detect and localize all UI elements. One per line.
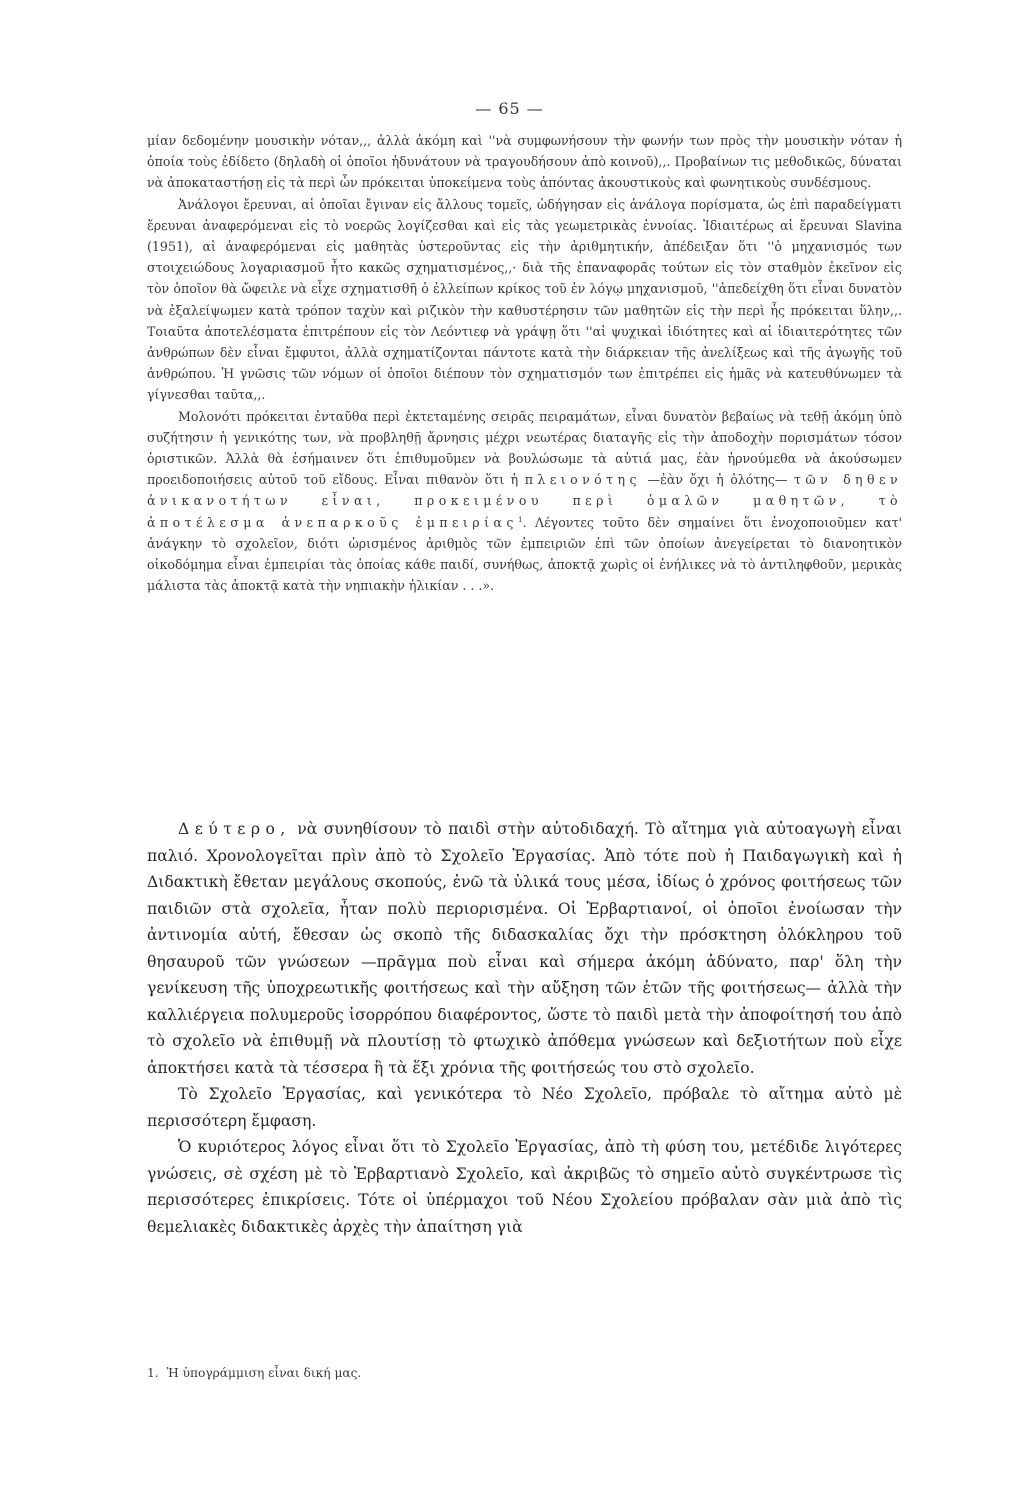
main-text-segment: νὰ συνηθίσουν τὸ παιδὶ στὴν αὐτοδιδαχή. Τὸ αἴτημα γιὰ αὐτοαγωγὴ εἶναι παλιό. Χρονολογεῖται πρὶν ἀπὸ τὸ Σχολεῖο Ἐργασίας. Ἀπὸ τότε ποὺ ἡ Παιδαγωγικὴ καὶ ἡ Διδακτικὴ ἔθεταν μεγάλους σκοπούς, ἐνῶ τὰ ὑλικά τους μέσα, ἰδίως ὁ χρόνος φοιτήσεως τῶν παιδιῶν στὰ σχολεῖα, ἦταν πολὺ περιορισμένα. Οἱ Ἑρβαρτιανοί, οἱ ὁποῖοι ἐνοίωσαν τὴν ἀντινομία αὐτή, ἔθεσαν ὡς σκοπὸ τῆς διδασκαλίας ὄχι τὴν πρόσκτηση ὁλόκληρου τοῦ θησαυροῦ τῶν γνώσεων —πρᾶγμα ποὺ εἶναι καὶ σήμερα ἀκόμη ἀδύνατο, παρ' ὅλη τὴν γενίκευση τῆς ὑποχρεωτικῆς φοιτήσεως καὶ τὴν αὔξηση τῶν ἐτῶν τῆς φοιτήσεως— ἀλλὰ τὴν καλλιέργεια πολυμεροῦς ἰσορρόπου διαφέροντος, ὥστε τὸ παιδὶ μετὰ τὴν ἀποφοίτησή του ἀπὸ τὸ σχολεῖο νὰ ἐπιθυμῇ νὰ πλουτίσῃ τὸ φτωχικὸ ἀπόθεμα γνώσεων καὶ δεξιοτήτων ποὺ εἶχε ἀποκτήσει κατὰ τὰ τέσσερα ἢ τὰ ἕξι χρόνια τῆς φοιτήσεώς του στὸ σχολεῖο. [147,820,902,1077]
quote-text-segment: Μολονότι πρόκειται ἐνταῦθα περὶ ἐκτεταμένης σειρᾶς πειραμάτων, εἶναι δυνατὸν βεβαίως νὰ τεθῇ ἀκόμη ὑπὸ συζήτησιν ἡ γενικότης των, νὰ προβληθῇ ἄρνησις μέχρι νεωτέρας διαταγῆς εἰς τὴν ἀποδοχὴν πορισμάτων τόσον ὁριστικῶν. Ἀλλὰ θὰ ἐσήμαινεν ὅτι ἐπιθυμοῦμεν νὰ βουλώσωμε τὰ αὐτιά μας, ἐὰν ἠρνούμεθα νὰ ἀκούσωμεν προειδοποιήσεις αὐτοῦ τοῦ εἴδους. Εἶναι πιθανὸν ὅτι ἡ [147,408,902,488]
quote-text-segment: . Λέγοντες τοῦτο δὲν σημαίνει ὅτι ἐνοχοποιοῦμεν κατ' ἀνάγκην τὸ σχολεῖον, διότι ὡρισμένος ἀριθμὸς τῶν ἐμπειριῶν ἐπὶ τῶν ὁποίων ἀνεγείρεται τὸ διανοητικὸν οἰκοδόμημα εἶναι ἐμπειρίαι τὰς ὁποίας κάθε παιδί, συνήθως, ἀποκτᾷ χωρὶς οἱ ἐνήλικες νὰ τὸ ἀντιληφθοῦν, μερικὰς μάλιστα τὰς ἀποκτᾷ κατὰ τὴν νηπιακὴν ἡλικίαν . . .». [147,514,902,594]
quotation-block [147,130,902,596]
footnote [147,1366,902,1380]
quote-paragraph-1: μίαν δεδομένην μουσικὴν νόταν,,, ἀλλὰ ἀκόμη καὶ ''νὰ συμφωνήσουν τὴν φωνήν των πρὸς τὴν μουσικὴν νόταν ἡ ὁποία τοὺς ἐδίδετο (δηλαδὴ οἱ ὁποῖοι ἠδυνάτουν νὰ τραγουδήσουν ἀπὸ κοινοῦ),,. Προβαίνων τις μεθοδικῶς, δύναται νὰ ἀποκαταστήσῃ εἰς τὰ περὶ ὧν πρόκειται ὑποκείμενα τοὺς ἀπόντας ἀκουστικοὺς καὶ φωνητικοὺς συνδέσμους. [147,133,902,191]
quote-paragraph-3 [147,406,902,597]
page-number: — 65 — [475,99,544,118]
footnote-text: Ἡ ὑπογράμμιση εἶναι δική μας. [166,1366,362,1380]
footnote-number: 1. [147,1366,159,1380]
emphasized-text: πλειονότης [524,472,641,488]
main-text-block [147,816,902,1240]
main-paragraph-3: Ὁ κυριότερος λόγος εἶναι ὅτι τὸ Σχολεῖο Ἐργασίας, ἀπὸ τὴ φύση του, μετέδιδε λιγότερες γνώσεις, σὲ σχέση μὲ τὸ Ἑρβαρτιανὸ Σχολεῖο, καὶ ἀκριβῶς τὸ σημεῖο αὐτὸ συγκέντρωσε τὶς περισσότερες ἐπικρίσεις. Τότε οἱ ὑπέρμαχοι τοῦ Νέου Σχολείου πρόβαλαν σὰν μιὰ ἀπὸ τὶς θεμελιακὲς διδακτικὲς ἀρχὲς τὴν ἀπαίτηση γιὰ [147,1138,902,1236]
quote-paragraph-2: Ἀνάλογοι ἔρευναι, αἱ ὁποῖαι ἔγιναν εἰς ἄλλους τομεῖς, ὡδήγησαν εἰς ἀνάλογα πορίσματα, ὡς ἐπὶ παραδείγματι ἔρευναι ἀναφερόμεναι εἰς τὸ νοερῶς λογίζεσθαι καὶ εἰς τὰς γεωμετρικὰς ἐννοίας. Ἰδιαιτέρως αἱ ἔρευναι Slavina (1951), αἱ ἀναφερόμεναι εἰς μαθητὰς ὑστεροῦντας εἰς τὴν ἀριθμητικήν, ἀπέδειξαν ὅτι ''ὁ μηχανισμός των στοιχειώδους λογαριασμοῦ ἦτο κακῶς σχηματισμένος,,· διὰ τῆς ἐπαναφορᾶς τούτων εἰς τὸν σταθμὸν ἐκεῖνον εἰς τὸν ὁποῖον θὰ ὤφειλε νὰ εἶχε σχηματισθῆ ὁ ἐλλείπων κρίκος τοῦ ἐν λόγῳ μηχανισμοῦ, ''ἀπεδείχθη ὅτι εἶναι δυνατὸν νὰ ἐξαλείψωμεν κατὰ τρόπον ταχὺν καὶ ριζικὸν τὴν καθυστέρησιν τῶν μαθητῶν εἰς τὴν περὶ ἧς πρόκειται ὕλην,,. Τοιαῦτα ἀποτελέσματα ἐπιτρέπουν εἰς τὸν Λεόντιεφ νὰ γράψῃ ὅτι ''αἱ ψυχικαὶ ἰδιότητες καὶ αἱ ἰδιαιτερότητες τῶν ἀνθρώπων δὲν εἶναι ἔμφυτοι, ἀλλὰ σχηματίζονται πάντοτε κατὰ τὴν διάρκειαν τῆς ἀνελίξεως καὶ τῆς ἀγωγῆς τοῦ ἀνθρώπου. Ἡ γνῶσις τῶν νόμων οἱ ὁποῖοι διέπουν τὸν σχηματισμόν των ἐπιτρέπει εἰς ἡμᾶς νὰ κατευθύνωμεν τὰ γίγνεσθαι ταῦτα,,. [147,196,902,403]
footnote-reference[interactable]: 1 [517,514,523,524]
emphasized-text: τῶν δηθεν ἀνικανοτήτων εἶναι, προκειμένου περὶ ὁμαλῶν μαθητῶν, τὸ ἀποτέλεσμα ἀνεπαρκοῦς ἐμπειρίας [147,472,903,530]
main-paragraph-2: Τὸ Σχολεῖο Ἐργασίας, καὶ γενικότερα τὸ Νέο Σχολεῖο, πρόβαλε τὸ αἴτημα αὐτὸ μὲ περισσότερη ἔμφαση. [147,1085,902,1130]
main-paragraph-1 [147,816,902,1081]
quote-text-segment: —ἐὰν ὄχι ἡ ὁλότης— [647,472,788,488]
emphasized-text: Δεύτερο, [178,820,291,838]
